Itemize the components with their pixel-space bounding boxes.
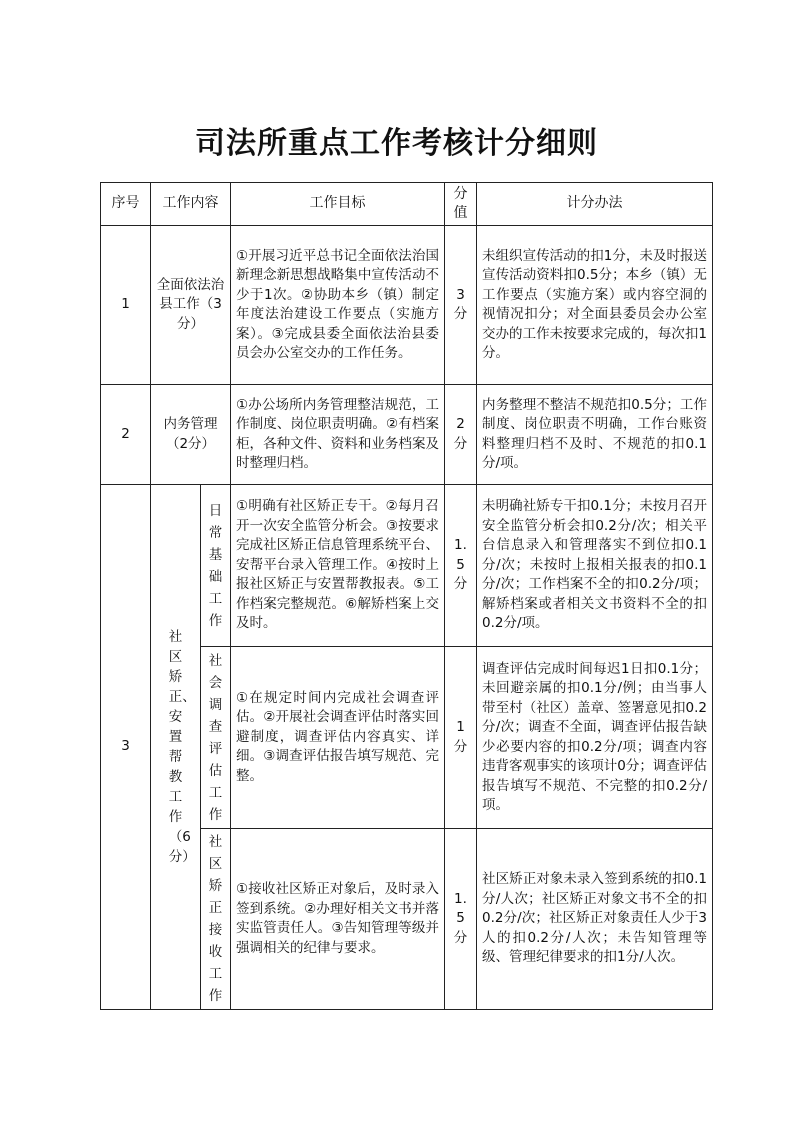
table-row (101, 226, 713, 385)
scoring-table (100, 182, 713, 1010)
sub-item-name (201, 485, 231, 647)
row-content: 全面依法治县工作（3分） (151, 226, 231, 385)
row-goal: ①办公场所内务管理整洁规范，工作制度、岗位职责明确。②有档案柜，各种文件、资料和业务档案及时整理归档。 (231, 385, 445, 485)
row-goal: ①开展习近平总书记全面依法治国新理念新思想战略集中宣传活动不少于1次。②协助本乡（镇）制定年度法治建设工作要点（实施方案）。③完成县委全面依法治县委员会办公室交办的工作任务。 (231, 226, 445, 385)
document-title: 司法所重点工作考核计分细则 (195, 126, 598, 161)
sub-item-goal: ①接收社区矫正对象后，及时录入签到系统。②办理好相关文书并落实监管责任人。③告知管理等级并强调相关的纪律与要求。 (231, 829, 445, 1010)
header-method: 计分办法 (477, 183, 713, 226)
sub-item-score: 1.5分 (445, 485, 477, 647)
header-no: 序号 (101, 183, 151, 226)
row-content-text: 社区矫正、安置帮教工作（6分） (168, 629, 196, 865)
sub-item-method: 社区矫正对象未录入签到系统的扣0.1分/人次；社区矫正对象文书不全的扣0.2分/次；社区矫正对象责任人少于3人的扣0.2分/人次；未告知管理等级、管理纪律要求的扣1分/人次。 (477, 829, 713, 1010)
sub-item-method: 调查评估完成时间每迟1日扣0.1分；未回避亲属的扣0.1分/例；由当事人带至村（社区）盖章、签署意见扣0.2分/次；调查不全面，调查评估报告缺少必要内容的扣0.2分/项；调查内容违背客观事实的该项计0分；调查评估报告填写不规范、不完整的扣0.2分/项。 (477, 647, 713, 829)
sub-item-score: 1.5分 (445, 829, 477, 1010)
sub-item-name-text: 社会调查评估工作 (208, 652, 223, 823)
sub-item-name (201, 829, 231, 1010)
table-row (101, 485, 713, 647)
row-method: 未组织宣传活动的扣1分，未及时报送宣传活动资料扣0.5分；本乡（镇）无工作要点（实施方案）或内容空洞的视情况扣分；对全面县委员会办公室交办的工作未按要求完成的，每次扣1分。 (477, 226, 713, 385)
row-method: 内务整理不整洁不规范扣0.5分；工作制度、岗位职责不明确，工作台账资料整理归档不及时、不规范的扣0.1分/项。 (477, 385, 713, 485)
header-content: 工作内容 (151, 183, 231, 226)
sub-item-method: 未明确社矫专干扣0.1分；未按月召开安全监管分析会扣0.2分/次；相关平台信息录入和管理落实不到位扣0.1分/次；未按时上报相关报表的扣0.1分/次；工作档案不全的扣0.2分/项；解矫档案或者相关文书资料不全的扣0.2分/项。 (477, 485, 713, 647)
row-content: 内务管理（2分） (151, 385, 231, 485)
sub-item-score: 1分 (445, 647, 477, 829)
header-score: 分值 (445, 183, 477, 226)
sub-item-goal: ①在规定时间内完成社会调查评估。②开展社会调查评估时落实回避制度，调查评估内容真实、详细。③调查评估报告填写规范、完整。 (231, 647, 445, 829)
sub-item-goal: ①明确有社区矫正专干。②每月召开一次安全监管分析会。③按要求完成社区矫正信息管理系统平台、安帮平台录入管理工作。④按时上报社区矫正与安置帮教报表。⑤工作档案完整规范。⑥解矫档案上交及时。 (231, 485, 445, 647)
table-row (101, 385, 713, 485)
sub-item-name-text: 日常基础工作 (208, 502, 223, 629)
sub-item-name-text: 社区矫正接收工作 (208, 834, 223, 1004)
row-score: 2分 (445, 385, 477, 485)
row-no: 3 (101, 485, 151, 1010)
row-no: 1 (101, 226, 151, 385)
row-score: 3分 (445, 226, 477, 385)
sub-item-name (201, 647, 231, 829)
header-row (101, 183, 713, 226)
row-content (151, 485, 201, 1010)
row-no: 2 (101, 385, 151, 485)
header-goal: 工作目标 (231, 183, 445, 226)
